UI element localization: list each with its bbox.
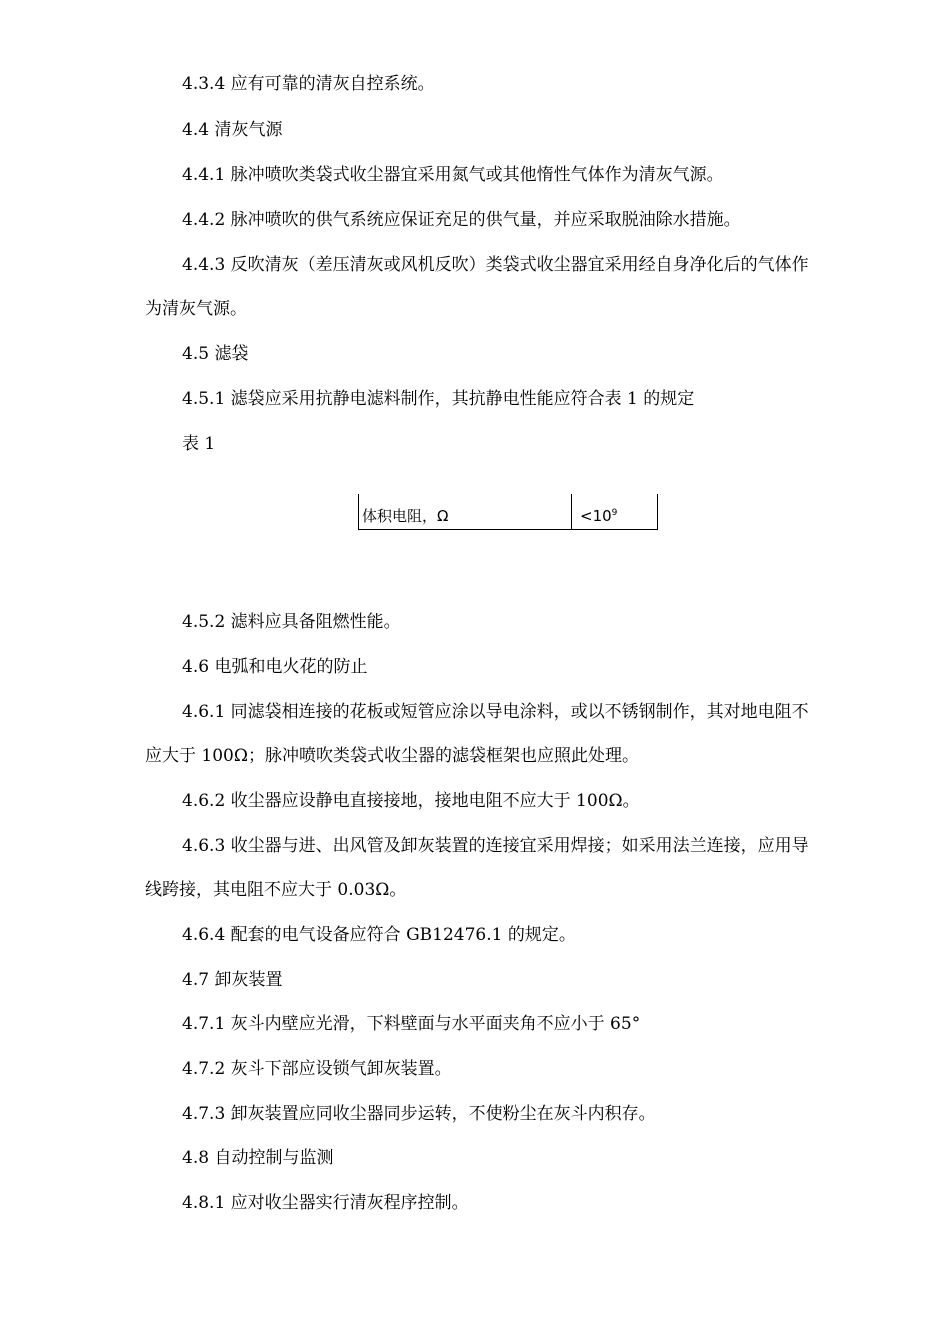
- heading-4-6: 4.6 电弧和电火花的防止: [182, 657, 368, 677]
- table-caption: 表 1: [182, 434, 216, 454]
- paragraph-4-4-3-line2: 为清灰气源。: [145, 299, 247, 319]
- paragraph-4-6-3-line2: 线跨接，其电阻不应大于 0.03Ω。: [145, 880, 407, 900]
- paragraph-4-7-2: 4.7.2 灰斗下部应设锁气卸灰装置。: [182, 1059, 452, 1079]
- paragraph-4-7-3: 4.7.3 卸灰装置应同收尘器同步运转，不使粉尘在灰斗内积存。: [182, 1104, 656, 1124]
- table-border-middle: [571, 494, 572, 530]
- table-cell-label: 体积电阻，Ω: [362, 507, 449, 525]
- heading-4-5: 4.5 滤袋: [182, 344, 249, 364]
- table-cell-value-base: <10: [580, 507, 612, 525]
- table-1: [358, 494, 658, 530]
- paragraph-4-6-1-line1: 4.6.1 同滤袋相连接的花板或短管应涂以导电涂料，或以不锈钢制作，其对地电阻不: [182, 702, 809, 722]
- paragraph-4-8-1: 4.8.1 应对收尘器实行清灰程序控制。: [182, 1193, 469, 1213]
- paragraph-4-7-1: 4.7.1 灰斗内壁应光滑，下料壁面与水平面夹角不应小于 65°: [182, 1014, 641, 1034]
- paragraph-4-6-1-line2: 应大于 100Ω；脉冲喷吹类袋式收尘器的滤袋框架也应照此处理。: [145, 746, 639, 766]
- paragraph-4-6-4: 4.6.4 配套的电气设备应符合 GB12476.1 的规定。: [182, 925, 576, 945]
- paragraph-4-5-1: 4.5.1 滤袋应采用抗静电滤料制作，其抗静电性能应符合表 1 的规定: [182, 389, 695, 409]
- table-cell-value: [580, 507, 617, 525]
- paragraph-4-5-2: 4.5.2 滤料应具备阻燃性能。: [182, 612, 401, 632]
- heading-4-7: 4.7 卸灰装置: [182, 970, 283, 990]
- paragraph-4-3-4: 4.3.4 应有可靠的清灰自控系统。: [182, 74, 435, 94]
- paragraph-4-4-1: 4.4.1 脉冲喷吹类袋式收尘器宜采用氮气或其他惰性气体作为清灰气源。: [182, 165, 724, 185]
- paragraph-4-6-2: 4.6.2 收尘器应设静电直接接地，接地电阻不应大于 100Ω。: [182, 791, 640, 811]
- table-border-left: [358, 494, 359, 530]
- heading-4-8: 4.8 自动控制与监测: [182, 1148, 334, 1168]
- table-border-bottom: [358, 529, 658, 530]
- heading-4-4: 4.4 清灰气源: [182, 120, 283, 140]
- table-cell-value-exponent: 9: [611, 508, 618, 518]
- paragraph-4-6-3-line1: 4.6.3 收尘器与进、出风管及卸灰装置的连接宜采用焊接；如采用法兰连接，应用导: [182, 836, 809, 856]
- table-border-right: [657, 494, 658, 530]
- paragraph-4-4-2: 4.4.2 脉冲喷吹的供气系统应保证充足的供气量，并应采取脱油除水措施。: [182, 210, 741, 230]
- paragraph-4-4-3-line1: 4.4.3 反吹清灰（差压清灰或风机反吹）类袋式收尘器宜采用经自身净化后的气体作: [182, 255, 809, 275]
